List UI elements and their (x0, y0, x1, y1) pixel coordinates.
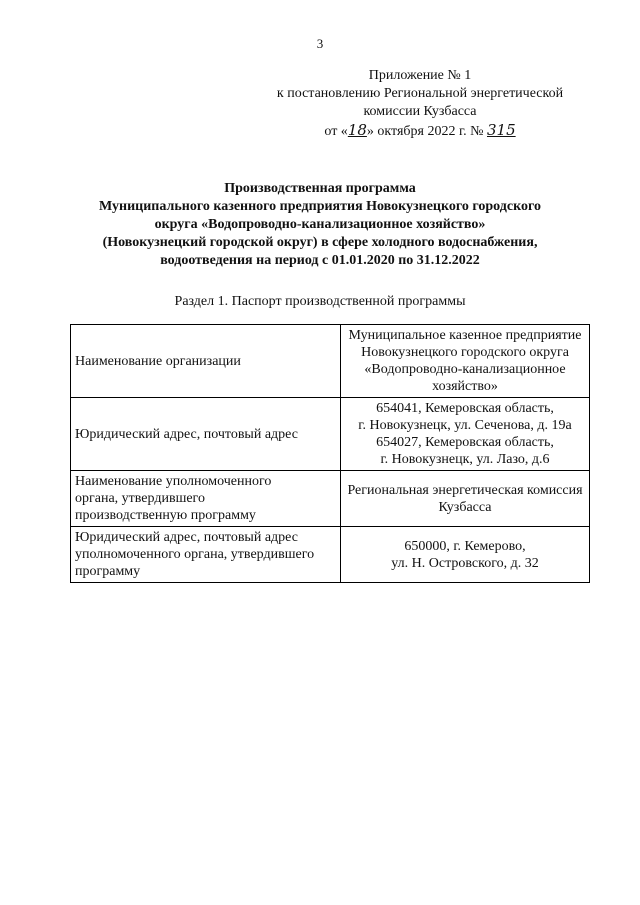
value-line: Новокузнецкого городского округа (361, 345, 569, 360)
title-line: (Новокузнецкий городской округ) в сфере холодного водоснабжения, (102, 235, 538, 250)
value-line: Кузбасса (438, 499, 492, 515)
value-line: г. Новокузнецк, ул. Сеченова, д. 19а (358, 418, 572, 433)
section-heading: Раздел 1. Паспорт производственной программы (174, 294, 466, 309)
table-row (71, 527, 590, 583)
date-prefix: от « (324, 124, 348, 139)
row-label (71, 325, 341, 398)
value-line: ул. Н. Островского, д. 32 (391, 555, 539, 571)
table-row (71, 398, 590, 471)
label-line: программу (75, 564, 141, 579)
value-line: 654041, Кемеровская область, (376, 401, 554, 416)
value-line: 650000, г. Кемерово, (404, 538, 526, 554)
value-line: Муниципальное казенное предприятие (348, 328, 582, 343)
label-line: Наименование организации (75, 353, 241, 369)
appendix-date-line (255, 121, 585, 141)
row-label (71, 527, 341, 583)
title-line: водоотведения на период с 01.01.2020 по 31.12.2022 (160, 253, 480, 268)
handwritten-day: 18 (347, 121, 367, 139)
label-line: уполномоченного органа, утвердившего (75, 547, 315, 562)
handwritten-number: 315 (486, 121, 516, 139)
label-line: производственную программу (75, 508, 256, 523)
title-line: округа «Водопроводно-канализационное хозяйство» (154, 217, 486, 232)
title-line: Муниципального казенного предприятия Новокузнецкого городского (99, 199, 541, 214)
label-line: Юридический адрес, почтовый адрес (75, 530, 298, 545)
appendix-block (255, 67, 585, 141)
page-number: 3 (316, 36, 324, 51)
passport-table (70, 324, 590, 583)
document-title (70, 180, 570, 270)
value-line: хозяйство» (432, 379, 498, 394)
appendix-ref-line: к постановлению Региональной энергетической (276, 86, 564, 101)
row-label (71, 398, 341, 471)
row-value (341, 325, 590, 398)
table-row (71, 325, 590, 398)
label-line: органа, утвердившего (75, 491, 205, 506)
value-line: Региональная энергетическая комиссия (347, 482, 583, 498)
row-value (341, 398, 590, 471)
value-line: 654027, Кемеровская область, (376, 435, 554, 450)
table-row (71, 471, 590, 527)
row-label (71, 471, 341, 527)
value-line: «Водопроводно-канализационное (364, 362, 566, 377)
label-line: Юридический адрес, почтовый адрес (75, 426, 298, 442)
label-line: Наименование уполномоченного (75, 474, 272, 489)
appendix-ref-line: комиссии Кузбасса (363, 104, 477, 119)
row-value (341, 527, 590, 583)
appendix-title: Приложение № 1 (368, 68, 472, 83)
date-mid: » октября 2022 г. № (366, 124, 484, 139)
value-line: г. Новокузнецк, ул. Лазо, д.6 (380, 452, 550, 467)
row-value (341, 471, 590, 527)
title-line: Производственная программа (224, 181, 416, 196)
